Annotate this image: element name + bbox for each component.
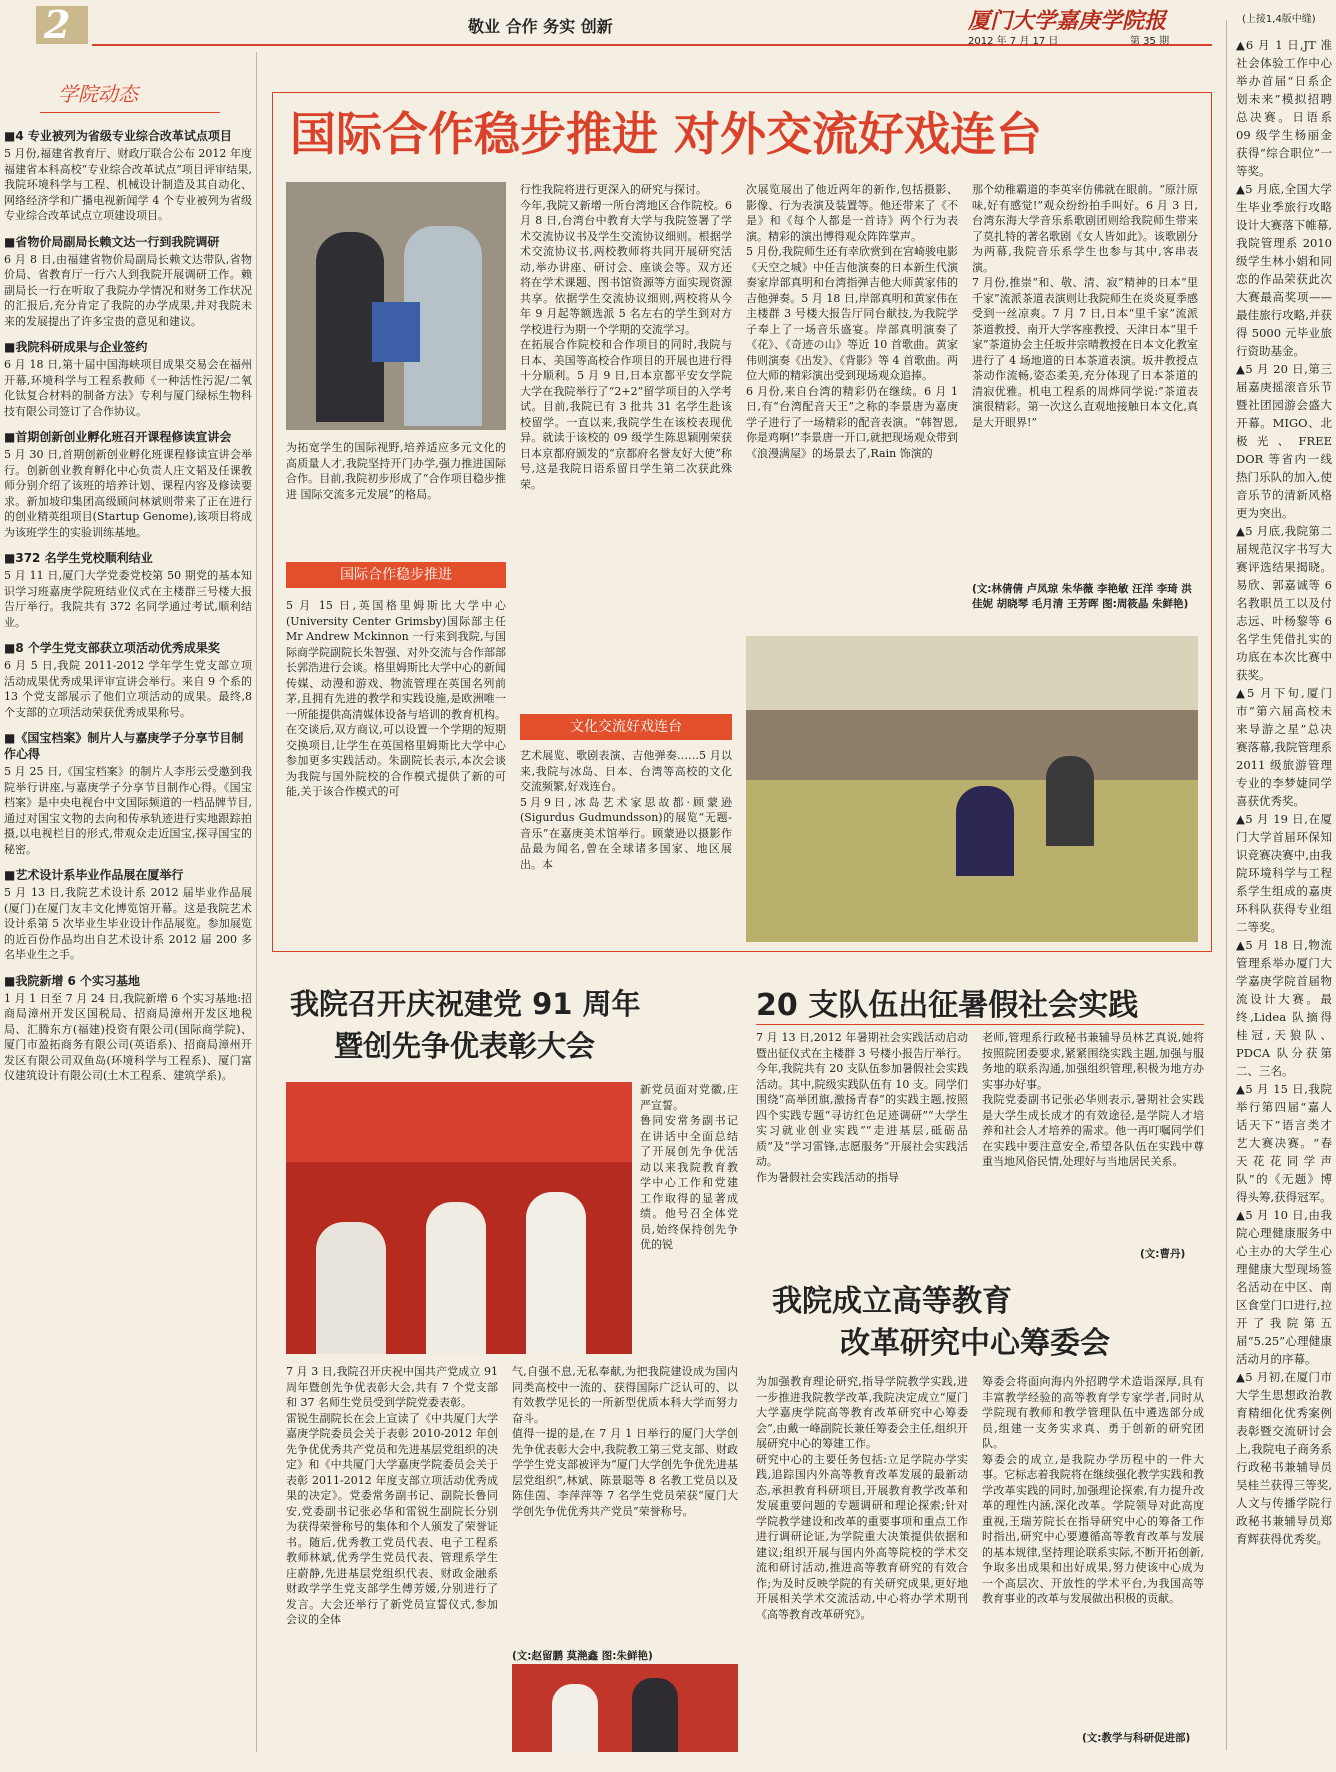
news-title: ■《国宝档案》制片人与嘉庚学子分享节目制作心得	[4, 731, 244, 761]
sidebar-section-title: 学院动态	[58, 82, 138, 106]
sidebar-title-rule	[40, 112, 220, 113]
article2-column-1a: 新党员面对党徽,庄严宣誓。 鲁同安常务副书记在讲话中全面总结了开展创先争优活动以来我院教育教学中心工作和党建工作取得的显著成绩。他号召全体党员,始终保持创先争优的锐	[640, 1083, 738, 1251]
list-item	[4, 550, 252, 630]
news-title: ■4 专业被列为省级专业综合改革试点项目	[4, 129, 232, 143]
subhead-international-cooperation: 国际合作稳步推进	[286, 562, 506, 588]
news-title: ■我院新增 6 个实习基地	[4, 973, 141, 988]
article4-byline: (文:教学与科研促进部)	[1082, 1732, 1191, 1744]
continued-note: (上接1,4版中缝)	[1242, 14, 1316, 25]
list-item	[4, 867, 252, 963]
audience-row	[746, 710, 1198, 780]
header-slogan: 敬业 合作 务实 创新	[468, 17, 613, 36]
news-title: ■首期创新创业孵化班召开课程修读宣讲会	[4, 430, 232, 444]
article1-intro: 为拓宽学生的国际视野,培养适应多元文化的高质量人才,我院坚持开门办学,强力推进国际合作。目前,我院初步形成了“合作项目稳步推进 国际交流多元发展”的格局。	[286, 441, 506, 501]
list-item: ▲6 月 1 日,JT 准社会体验工作中心举办首届“日系企划未来”模拟招聘总决赛。日语系 09 级学生杨丽金获得“综合职位”一等奖。	[1236, 38, 1332, 178]
news-title: ■372 名学生党校顺利结业	[4, 551, 153, 565]
divider	[1226, 20, 1227, 1750]
article3-column-1: 7 月 13 日,2012 年暑期社会实践活动启动暨出征仪式在主楼群 3 号楼小报告厅举行。 今年,我院共有 20 支队伍参加暑假社会实践活动。其中,院级实践队伍有 10 支。同学们围绕“高举团旗,激扬青春”的实践主题,按照四个实践专题“寻访红色足迹调研”“大学生实习就业创业实践”“走进基层,砥砺品质”及“学习雷锋,志愿服务”开展社会实践活动。 作为暑假社会实践活动的指导	[756, 1031, 968, 1184]
article1-column-4: 那个幼稚霸道的李英宰仿佛就在眼前。“原汁原味,好有感觉!”观众纷纷拍手叫好。6 月 3 日,台湾东海大学音乐系歌剧团则给我院师生带来了莫扎特的著名歌剧《女人皆如此》。该歌剧分为两幕,我院音乐系学生也参与其中,客串表演。 7 月份,推崇“和、敬、清、寂”精神的日本“里千家”流派茶道表演则让我院师生在炎炎夏季感受到一丝凉爽。7 月 7 日,日本“里千家”流派茶道教授、南开大学客座教授、天津日本“里千家”茶道协会主任坂井宗晴教授在日本文化教室进行了 4 场地道的日本茶道表演。坂井教授点茶动作流畅,姿态柔美,充分体现了日本茶道的清寂优雅。机电工程系的周烨同学说:“茶道表演很精彩。第一次这么直观地接触日本文化,真是大开眼界!”	[972, 183, 1198, 429]
photo-tea-ceremony	[746, 636, 1198, 942]
news-title: ■艺术设计系毕业作品展在厦举行	[4, 868, 184, 882]
list-item: ▲5 月底,我院第二届规范汉字书写大赛评选结果揭晓。易欣、郭嘉诚等 6 名教职员工以及付志远、叶杨黎等 6 名学生凭借扎实的功底在本次比赛中获奖。	[1236, 524, 1332, 682]
news-body: 5 月份,福建省教育厅、财政厅联合公布 2012 年度福建省本科高校“专业综合改革试点”项目评审结果,我院环境科学与工程、机械设计制造及其自动化、网络经济学和广播电视新闻学 4 个专业被列为省级专业综合改革试点立项建设项目。	[4, 147, 252, 222]
list-item	[4, 730, 252, 857]
article4-column-2: 筹委会将面向海内外招聘学术造诣深厚,具有丰富教学经验的高等教育学专家学者,同时从学院现有教师和教学管理队伍中遴选部分成员,组建一支务实求真、勇于创新的研究团队。 筹委会的成立,是我院办学历程中的一件大事。它标志着我院将在继续强化教学实践和教学改革实践的同时,加强理论探索,有力提升改革的理性内涵,深化改革。学院领导对此高度重视,王瑞芳院长在指导研究中心的筹备工作时指出,研究中心要遵循高等教育改革与发展的基本规律,坚持理论联系实际,不断开拓创新,争取多出成果和出好成果,努力使该中心成为一个高层次、开放性的学术平台,为我国高等教育事业的改革与发展做出积极的贡献。	[982, 1375, 1204, 1605]
header-date: 2012 年 7 月 17 日	[968, 36, 1059, 47]
article4-headline-line1: 我院成立高等教育	[772, 1284, 1012, 1319]
article3-column-2: 老师,管理系行政秘书兼辅导员林艺真说,她将按照院团委要求,紧紧围绕实践主题,加强与服务地的联系沟通,加强组织管理,积极为地方办实事办好事。 我院党委副书记张必华则表示,暑期社会实践是大学生成长成才的有效途径,是学院人才培养和社会人才培养的需求。他一再叮嘱同学们在实践中要注意安全,希望各队伍在实践中尊重当地风俗民情,处理好与当地居民关系。	[982, 1031, 1204, 1168]
list-item	[4, 128, 252, 224]
list-item: ▲5 月 20 日,第三届嘉庚摇滚音乐节暨社团园游会盛大开幕。MIGO、北极光、FREE DOR 等省内一线热门乐队的加入,使音乐节的清新风格更为突出。	[1236, 362, 1332, 520]
article2-column-1b: 7 月 3 日,我院召开庆祝中国共产党成立 91 周年暨创先争优表彰大会,共有 7 个党支部和 37 名师生党员受到学院党委表彰。 雷锐生副院长在会上宣读了《中共厦门大学嘉庚学院委员会关于表彰 2010-2012 年创先争优优秀共产党员和先进基层党组织的决定》和《中共厦门大学嘉庚学院委员会关于表彰 2011-2012 年度支部立项活动优秀成果的决定》。党委常务副书记、副院长鲁同安,党委副书记张必华和雷锐生副院长分别为获得荣誉称号的集体和个人颁发了荣誉证书。随后,优秀教工党员代表、电子工程系教师林斌,优秀学生党员代表、管理系学生庄蔚静,先进基层党组织代表、财政金融系财政学学生党支部学生傅芳媛,分别进行了发言。大会还举行了新党员宣誓仪式,参加会议的全体	[286, 1365, 498, 1626]
list-item	[4, 234, 252, 330]
article2-column-2: 气,自强不息,无私奉献,为把我院建设成为国内同类高校中一流的、获得国际广泛认可的、以有效教学见长的一所新型优质本科大学而努力奋斗。 值得一提的是,在 7 月 1 日举行的厦门大学创先争优表彰大会中,我院教工第三党支部、财政学学生党支部被评为“厦门大学创先争优先进基层党组织”,林斌、陈景聪等 8 名教工党员以及陈佳茵、李萍萍等 7 名学生党员荣获“厦门大学创先争优优秀共产党员”荣誉称号。	[512, 1365, 738, 1518]
news-body: 6 月 5 日,我院 2011-2012 学年学生党支部立项活动成果优秀成果评审宣讲会举行。来自 9 个系的 13 个党支部展示了他们立项活动的成果。最终,8 个支部的立项活动荣获优秀成果称号。	[4, 659, 252, 719]
subhead-cultural-exchange: 文化交流好戏连台	[520, 714, 732, 740]
right-news-column	[1236, 36, 1332, 1756]
photo-commendation-ceremony	[286, 1082, 632, 1354]
article3-byline: (文:曹丹)	[1140, 1248, 1186, 1260]
list-item	[4, 339, 252, 419]
banner	[286, 1082, 632, 1162]
photo-handshake	[286, 182, 506, 430]
list-item: ▲5 月 18 日,物流管理系举办厦门大学嘉庚学院首届物流设计大赛。最终,Lidea 队摘得桂冠,天狼队、PDCA 队分获第二、三名。	[1236, 938, 1332, 1078]
news-body: 5 月 25 日,《国宝档案》的制片人李彤云受邀到我院举行讲座,与嘉庚学子分享节目制作心得。《国宝档案》是中央电视台中文国际频道的一档品牌节目,通过对国宝文物的去向和传承轨迹进行实地跟踪拍摄,以电视栏目的形式,带观众走近国宝,探寻国宝的秘密。	[4, 765, 252, 856]
header-issue: 第 35 期	[1130, 36, 1170, 47]
news-body: 5 月 13 日,我院艺术设计系 2012 届毕业作品展(厦门)在厦门友丰文化博览馆开幕。这是我院艺术设计系第 5 次毕业生毕业设计作品展览。参加展览的近百份作品均出自艺术设计系 2012 届 200 多名毕业生之手。	[4, 886, 252, 961]
person-figure	[632, 1678, 678, 1752]
article1-column-2b: 艺术展览、歌剧表演、吉他弹奏……5 月以来,我院与冰岛、日本、台湾等高校的文化交流频繁,好戏连台。 5月9日,冰岛艺术家思故都·顾蒙逊(Sigurdus Gudmundsson)的展览“无题-音乐”在嘉庚美术馆举行。顾蒙逊以摄影作品最为闻名,曾在全球诸多国家、地区展出。本	[520, 749, 732, 871]
list-item: ▲5 月 10 日,由我院心理健康服务中心主办的大学生心理健康大型现场签名活动在中区、南区食堂门口进行,拉开了我院第五届“5.25”心理健康活动月的序幕。	[1236, 1208, 1332, 1366]
person-figure	[526, 1192, 586, 1354]
person-figure	[426, 1202, 486, 1354]
news-body: 1 月 1 日至 7 月 24 日,我院新增 6 个实习基地:招商局漳州开发区国税局、招商局漳州开发区地税局、汇腾东方(福建)投资有限公司(国际商学院)、厦门市盈拓商务有限公司(英语系)、招商局漳州开发区有限公司双鱼岛(环境科学与工程系)、厦门富仪建筑设计有限公司(土木工程系、建筑学系)。	[4, 991, 252, 1082]
photo-party-oath	[512, 1664, 738, 1752]
person-figure	[552, 1684, 598, 1752]
person-figure	[316, 1222, 386, 1354]
list-item: ▲5 月底,全国大学生毕业季旅行攻略设计大赛落下帷幕,我院管理系 2010 级学生林小娟和同恋的作品荣获此次大赛最高奖项——最佳旅行攻略,并获得 5000 元毕业旅行资助基金。	[1236, 182, 1332, 358]
article2-byline: (文:赵留鹏 莫滟鑫 图:朱鲜艳)	[512, 1650, 653, 1662]
news-title: ■8 个学生党支部获立项活动优秀成果奖	[4, 641, 220, 655]
news-body: 6 月 8 日,由福建省物价局副局长赖文达带队,省物价局、省教育厅一行六人到我院开展调研工作。赖副局长一行在听取了我院办学情况和财务工作状况的汇报后,充分肯定了我院的办学成果,并对我院未来的发展提出了许多宝贵的意见和建议。	[4, 252, 252, 328]
list-item: ▲5 月 15 日,我院举行第四届“嘉人话天下”语言类才艺大赛决赛。“春天花花同学声队”的《无题》博得头筹,获得冠军。	[1236, 1082, 1332, 1204]
news-body: 6 月 18 日,第十届中国海峡项目成果交易会在福州开幕,环境科学与工程系教师《一种活性污泥/二氧化钛复合材料的制备方法》专利与厦门绿标生物科技有限公司签订了合作协议。	[4, 358, 252, 418]
kimono-performer	[1046, 756, 1094, 846]
article2-headline-line2: 暨创先争优表彰大会	[334, 1029, 596, 1063]
article1-headline: 国际合作稳步推进 对外交流好戏连台	[290, 107, 1043, 161]
article1-byline: (文:林倩倩 卢凤琼 朱华薇 李艳敏 汪洋 李琦 洪佳妮 胡晓琴 毛月清 王芳晖 图:周筱晶 朱鲜艳)	[972, 583, 1192, 610]
list-item: ▲5 月初,在厦门市大学生思想政治教育精细化优秀案例表彰暨交流研讨会上,我院电子商务系行政秘书兼辅导员吴桂兰获得三等奖,人文与传播学院行政秘书兼辅导员郑育辉获得优秀奖。	[1236, 1370, 1332, 1546]
list-item: ▲5 月下旬,厦门市“第六届高校未来导游之星”总决赛落幕,我院管理系 2011 级旅游管理专业的李梦婕同学喜获优秀奖。	[1236, 686, 1332, 808]
list-item	[4, 429, 252, 540]
article4-headline-line2: 改革研究中心筹委会	[840, 1326, 1110, 1361]
article1-column-3: 次展览展出了他近两年的新作,包括摄影、影像、行为表演及装置等。他还带来了《不是》和《每个人都是一首诗》两个行为表演。精彩的演出博得观众阵阵掌声。 5 月份,我院师生还有幸欣赏到在宫崎骏电影《天空之城》中任吉他演奏的日本新生代演奏家岸部真明和台湾指弹吉他大师黄家伟的吉他弹奏。5 月 18 日,岸部真明和黄家伟在主楼群 3 号楼大报告厅同台献技,为我院学子奉上了一场音乐盛宴。岸部真明演奏了《花》、《奇迹の山》等近 10 首歌曲。黄家伟则演奏《出发》、《背影》等 4 首歌曲。两位大师的精彩演出受到现场观众追捧。 6 月份,来自台湾的精彩仍在继续。6 月 1 日,有“台湾配音天王”之称的李景唐为嘉庚学子进行了一场精彩的配音表演。“韩智恩,你是鸡啊!”李景唐一开口,就把现场观众带到《浪漫满屋》的场景去了,Rain 饰演的	[746, 183, 958, 460]
news-body: 5 月 30 日,首期创新创业孵化班课程修读宣讲会举行。创新创业教育孵化中心负责人庄文韬及任课教师分别介绍了该班的培养计划、课程内容及修读要求。新加坡印集团高级顾问林斌则带来了正在进行的创业精英组项目(Startup Genome),该项目将成为该班学生的实验训练基地。	[4, 448, 252, 539]
news-title: ■我院科研成果与企业签约	[4, 340, 148, 354]
pennant-icon	[372, 302, 420, 362]
article3-headline: 20 支队伍出征暑假社会实践	[756, 988, 1139, 1023]
list-item	[4, 640, 252, 720]
sidebar-news-list	[4, 128, 252, 1758]
divider	[256, 52, 257, 1752]
article3-rule	[756, 1024, 1204, 1025]
article1-column-2: 行性我院将进行更深入的研究与探讨。 今年,我院又新增一所台湾地区合作院校。6 月 8 日,台湾台中教育大学与我院签署了学术交流协议书及学生交流协议细则。根据学术交流协议书,两校教师将共同开展研究活动,举办讲座、研讨会、座谈会等。双方还将在学术课题、图书馆资源等方面实现资源共享。依据学生交流协议细则,两校将从今年 9 月起等额选派 5 名左右的学生到对方学校进行为期一个学期的交流学习。 在拓展合作院校和合作项目的同时,我院与日本、美国等高校合作项目的开展也进行得十分顺利。5 月 9 日,日本京都平安女学院大学在我院举行了“2+2”留学项目的入学考试。目前,我院已有 3 批共 31 名学生赴该校留学。一直以来,我院学生在该校表现优异。就读于该校的 09 级学生陈思颖刚荣获日本京都府颁发的“京都府名誉友好大使”称号,这是我院日语系留日学生第二次获此殊荣。	[520, 183, 732, 491]
article1-column-1: 5 月 15 日,英国格里姆斯比大学中心(University Center Grimsby)国际部主任 Mr Andrew Mckinnon 一行来到我院,与国际商学院副院长朱智强、对外交流与合作部部长郭浩进行会谈。格里姆斯比大学中心的新闻传媒、动漫和游戏、物流管理在英国名列前茅,且拥有先进的教学和实践设施,是欧洲唯一一所能提供高清媒体设备与培训的教育机构。在交谈后,双方商议,可以设置一个学期的短期交换项目,让学生在英国格里姆斯比大学中心参加更多实践活动。朱副院长表示,本次会谈为我院与国外院校的合作模式提供了新的可能,关于该合作模式的可	[286, 599, 506, 798]
list-item: ▲5 月 19 日,在厦门大学首届环保知识竞赛决赛中,由我院环境科学与工程系学生组成的嘉庚环科队获得专业组二等奖。	[1236, 812, 1332, 934]
masthead: 厦门大学嘉庚学院报	[968, 8, 1167, 34]
news-body: 5 月 11 日,厦门大学党委党校第 50 期党的基本知识学习班嘉庚学院班结业仪式在主楼群三号楼大报告厅举行。我院共有 372 名同学通过考试,顺利结业。	[4, 569, 252, 629]
article2-headline-line1: 我院召开庆祝建党 91 周年	[290, 987, 641, 1021]
news-title: ■省物价局副局长赖文达一行到我院调研	[4, 234, 220, 249]
page-number: 2	[44, 2, 71, 47]
article4-column-1: 为加强教育理论研究,指导学院教学实践,进一步推进我院教学改革,我院决定成立“厦门大学嘉庚学院高等教育改革研究中心筹委会”,由戴一峰副院长兼任筹委会主任,组织开展研究中心的筹建工作。 研究中心的主要任务包括:立足学院办学实践,追踪国内外高等教育改革发展的最新动态,承担教育科研项目,开展教育教学改革和发展重要问题的专题调研和理论探索;针对学院教学建设和改革的重要事项和重点工作进行调研论证,为学院重大决策提供依据和建议;组织开展与国内外高等院校的学术交流和研讨活动,推进高等教育研究的有效合作;为及时反映学院的有关研究成果,更好地开展相关学术交流活动,中心将办学术期刊《高等教育改革研究》。	[756, 1375, 968, 1621]
list-item	[4, 973, 252, 1084]
kimono-performer	[956, 786, 1014, 876]
